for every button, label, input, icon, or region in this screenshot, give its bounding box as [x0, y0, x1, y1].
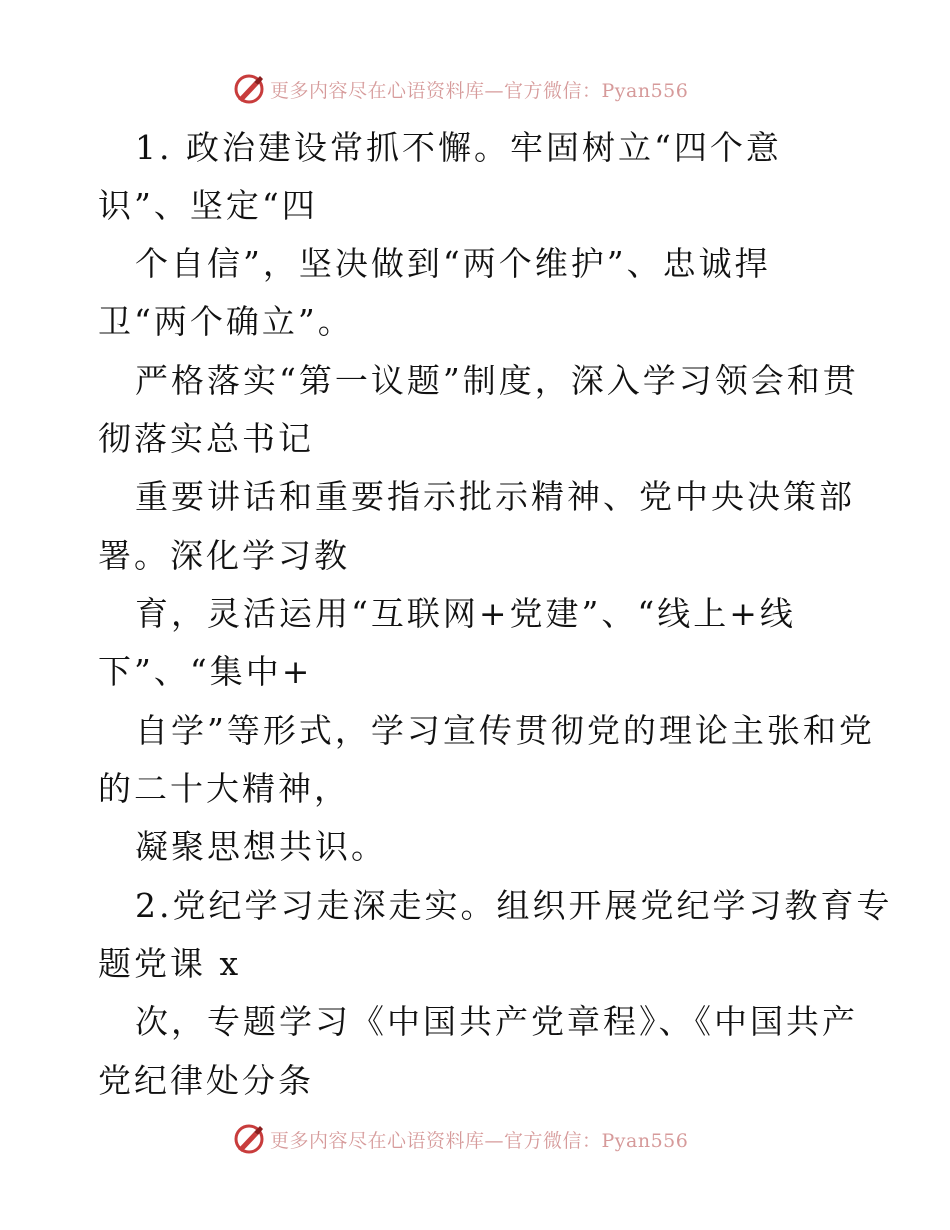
text-line: 彻落实总书记 [98, 419, 314, 458]
text-line: 识”、坚定“四 [98, 186, 318, 225]
text-line: 次，专题学习《中国共产党章程》、《中国共产 [135, 1002, 858, 1041]
text-line: 育，灵活运用“互联网+党建”、“线上+线 [135, 594, 796, 633]
text-line: 的二十大精神， [98, 769, 350, 808]
header-banner [0, 70, 950, 110]
text-line: 卫“两个确立”。 [98, 302, 354, 341]
footer-banner [0, 1120, 950, 1160]
text-line: 2.党纪学习走深走实。组织开展党纪学习教育专 [135, 886, 893, 925]
text-line: 个自信”，坚决做到“两个维护”、忠诚捍 [135, 244, 771, 283]
text-line: 题党课 x [98, 944, 242, 983]
text-line: 下”、“集中+ [98, 652, 313, 691]
footer-banner-text: 更多内容尽在心语资料库—官方微信：Pyan556 [270, 1129, 689, 1152]
text-line: 自学”等形式，学习宣传贯彻党的理论主张和党 [135, 711, 875, 750]
text-line: 重要讲话和重要指示批示精神、党中央决策部 [135, 477, 855, 516]
text-line: 1. 政治建设常抓不懈。牢固树立“四个意 [135, 128, 782, 167]
text-line: 署。深化学习教 [98, 536, 350, 575]
header-banner-text: 更多内容尽在心语资料库—官方微信：Pyan556 [270, 79, 689, 102]
pen-logo-icon [232, 1122, 266, 1156]
text-line: 严格落实“第一议题”制度，深入学习领会和贯 [135, 361, 859, 400]
pen-logo-icon [232, 72, 266, 106]
text-line: 党纪律处分条 [98, 1061, 314, 1100]
text-line: 凝聚思想共识。 [135, 827, 387, 866]
